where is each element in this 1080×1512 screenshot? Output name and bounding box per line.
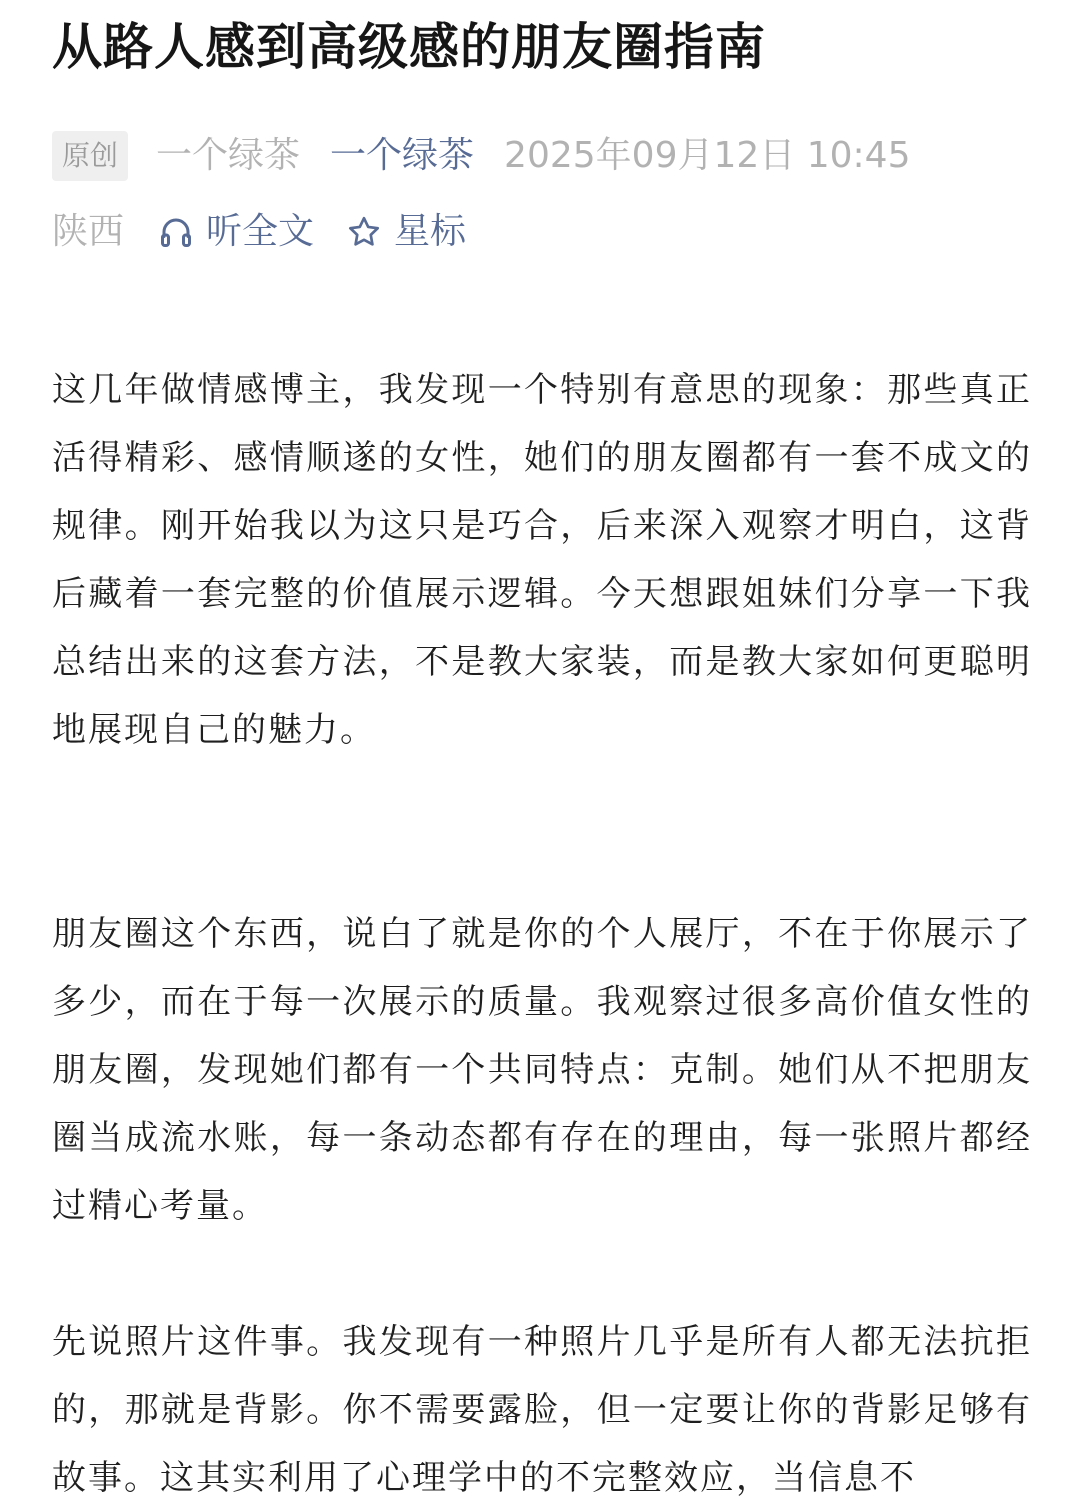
- paragraph: 朋友圈这个东西，说白了就是你的个人展厅，不在于你展示了多少，而在于每一次展示的质量。我观察过很多高价值女性的朋友圈，发现她们都有一个共同特点：克制。她们从不把朋友圈当成流水账，每一条动态都有存在的理由，每一张照片都经过精心考量。: [52, 914, 1032, 1226]
- star-outline-icon: [346, 214, 382, 250]
- article-content: [52, 356, 1032, 1512]
- article-meta: [52, 118, 1032, 270]
- location: 陕西: [52, 211, 125, 252]
- original-tag: 原创: [52, 131, 128, 181]
- listen-full-text-label: 听全文: [206, 211, 315, 252]
- author-name: 一个绿茶: [156, 135, 301, 176]
- paragraph: 这几年做情感博主，我发现一个特别有意思的现象：那些真正活得精彩、感情顺遂的女性，她们的朋友圈都有一套不成文的规律。刚开始我以为这只是巧合，后来深入观察才明白，这背后藏着一套完整的价值展示逻辑。今天想跟姐妹们分享一下我总结出来的这套方法，不是教大家装，而是教大家如何更聪明地展现自己的魅力。: [52, 370, 1032, 750]
- star-label: 星标: [394, 211, 467, 252]
- listen-full-text-button[interactable]: [158, 194, 314, 270]
- paragraph: 先说照片这件事。我发现有一种照片几乎是所有人都无法抗拒的，那就是背影。你不需要露脸，但一定要让你的背影足够有故事。这其实利用了心理学中的不完整效应，当信息不: [52, 1322, 1032, 1498]
- meta-row-2: [52, 194, 1032, 270]
- publish-date: 2025年09月12日 10:45: [504, 135, 911, 176]
- article-title: 从路人感到高级感的朋友圈指南: [52, 18, 766, 76]
- meta-row-1: [52, 118, 1032, 194]
- account-name-link[interactable]: 一个绿茶: [330, 135, 475, 176]
- star-button[interactable]: [346, 194, 466, 270]
- article: [52, 0, 1032, 1512]
- headphones-icon: [158, 214, 194, 250]
